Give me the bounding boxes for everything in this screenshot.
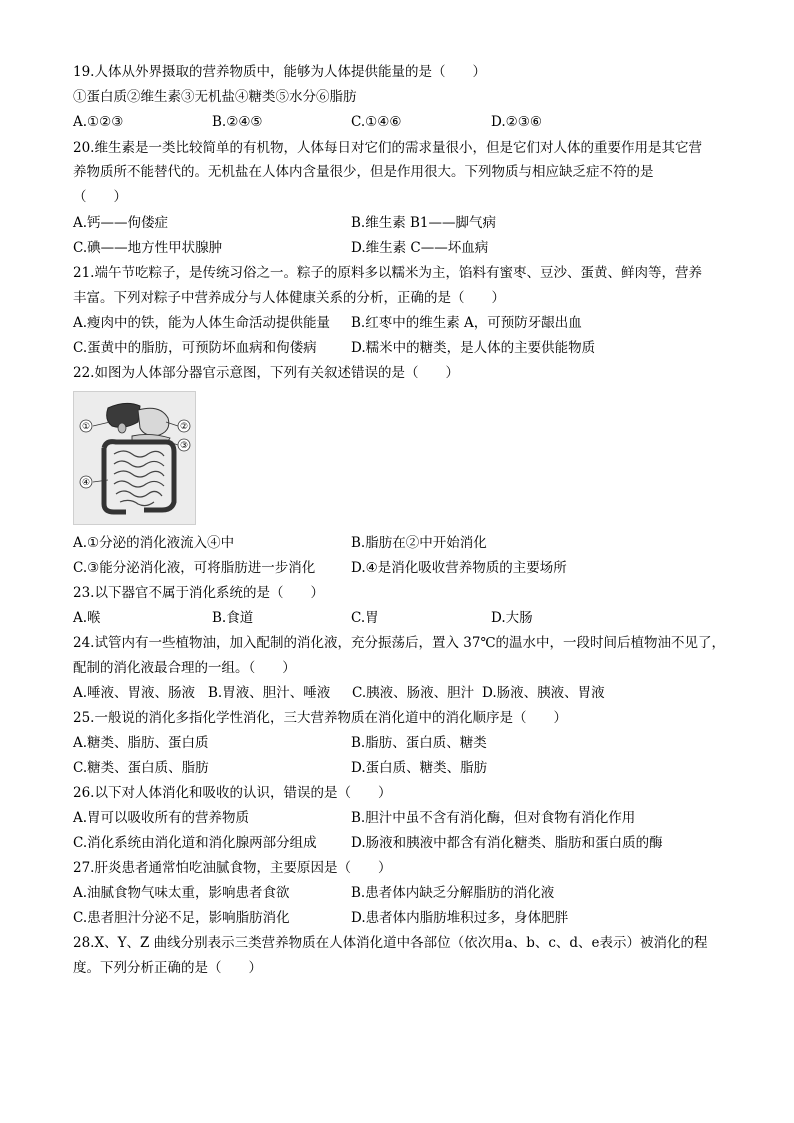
q27-option-c: C.患者胆汁分泌不足，影响脂肪消化 (73, 910, 290, 926)
q26-stem: 26.以下对人体消化和吸收的认识，错误的是（ ） (73, 785, 392, 801)
q24-stem-line1: 24.试管内有一些植物油，加入配制的消化液，充分振荡后，置入 37℃的温水中，一段时间后植物油不见了， (73, 635, 726, 651)
q20-option-a: A.钙——佝偻症 (73, 215, 169, 231)
q28-stem-line2: 度。下列分析正确的是（ ） (73, 960, 262, 976)
q22-option-d: D.④是消化吸收营养物质的主要场所 (351, 560, 567, 576)
q22-option-a: A.①分泌的消化液流入④中 (73, 535, 235, 551)
q21-stem-line2: 丰富。下列对粽子中营养成分与人体健康关系的分析，正确的是（ ） (73, 290, 505, 306)
q26-option-c: C.消化系统由消化道和消化腺两部分组成 (73, 835, 317, 851)
q20-option-c: C.碘——地方性甲状腺肿 (73, 240, 223, 256)
q24-option-d: D.肠液、胰液、胃液 (482, 685, 605, 701)
figure-label-2: ② (179, 422, 189, 432)
q27-option-b: B.患者体内缺乏分解脂肪的消化液 (351, 885, 555, 901)
q25-stem: 25.一般说的消化多指化学性消化，三大营养物质在消化道中的消化顺序是（ ） (73, 710, 567, 726)
q23-option-b: B.食道 (212, 610, 254, 626)
q23-option-c: C.胃 (351, 610, 379, 626)
q19-stem: 19.人体从外界摄取的营养物质中，能够为人体提供能量的是（ ） (73, 64, 486, 80)
q24-option-c: C.胰液、肠液、胆汁 (352, 685, 475, 701)
q20-option-d: D.维生素 C——坏血病 (351, 240, 489, 256)
q26-option-b: B.胆汁中虽不含有消化酶，但对食物有消化作用 (351, 810, 636, 826)
q20-stem-line1: 20.维生素是一类比较简单的有机物，人体每日对它们的需求量很小，但是它们对人体的重要作用是其它营 (73, 140, 702, 156)
q19-option-a: A.①②③ (73, 114, 124, 130)
q21-stem-line1: 21.端午节吃粽子，是传统习俗之一。粽子的原料多以糯米为主，馅料有蜜枣、豆沙、蛋黄、鲜肉等，营养 (73, 265, 702, 281)
q19-option-c: C.①④⑥ (351, 114, 402, 130)
q19-option-b: B.②④⑤ (212, 114, 263, 130)
q21-option-d: D.糯米中的糖类，是人体的主要供能物质 (351, 340, 596, 356)
q27-option-a: A.油腻食物气味太重，影响患者食欲 (73, 885, 290, 901)
q19-option-d: D.②③⑥ (491, 114, 542, 130)
q19-sub: ①蛋白质②维生素③无机盐④糖类⑤水分⑥脂肪 (73, 89, 357, 105)
q24-option-a: A.唾液、胃液、肠液 (73, 685, 196, 701)
q22-stem: 22.如图为人体部分器官示意图，下列有关叙述错误的是（ ） (73, 365, 459, 381)
q22-option-c: C.③能分泌消化液，可将脂肪进一步消化 (73, 560, 316, 576)
q23-option-a: A.喉 (73, 610, 101, 626)
q28-stem-line1: 28.X、Y、Z 曲线分别表示三类营养物质在人体消化道中各部位（依次用a、b、c、d、e表示）被消化的程 (73, 935, 708, 951)
q25-option-a: A.糖类、脂肪、蛋白质 (73, 735, 209, 751)
q27-stem: 27.肝炎患者通常怕吃油腻食物，主要原因是（ ） (73, 860, 392, 876)
q24-stem-line2: 配制的消化液最合理的一组。（ ） (73, 660, 296, 676)
q23-option-d: D.大肠 (491, 610, 533, 626)
q20-stem-line3: （ ） (73, 189, 127, 205)
q25-option-d: D.蛋白质、糖类、脂肪 (351, 760, 488, 776)
q20-stem-line2: 养物质所不能替代的。无机盐在人体内含量很少，但是作用很大。下列物质与相应缺乏症不符的是 (73, 164, 654, 180)
q23-stem: 23.以下器官不属于消化系统的是（ ） (73, 585, 324, 601)
q21-option-c: C.蛋黄中的脂肪，可预防坏血病和佝偻病 (73, 340, 317, 356)
digestive-organs-illustration (74, 392, 195, 524)
q24-option-b: B.胃液、胆汁、唾液 (208, 685, 331, 701)
q20-option-b: B.维生素 B1——脚气病 (351, 215, 497, 231)
figure-label-4: ④ (81, 478, 91, 488)
q26-option-d: D.肠液和胰液中都含有消化糖类、脂肪和蛋白质的酶 (351, 835, 663, 851)
q27-option-d: D.患者体内脂肪堆积过多，身体肥胖 (351, 910, 569, 926)
figure-label-1: ① (81, 422, 91, 432)
figure-label-3: ③ (179, 441, 189, 451)
digestive-organs-figure (73, 391, 196, 525)
q25-option-b: B.脂肪、蛋白质、糖类 (351, 735, 487, 751)
q21-option-a: A.瘦肉中的铁，能为人体生命活动提供能量 (73, 315, 331, 331)
q21-option-b: B.红枣中的维生素 A，可预防牙龈出血 (351, 315, 582, 331)
q25-option-c: C.糖类、蛋白质、脂肪 (73, 760, 209, 776)
q22-option-b: B.脂肪在②中开始消化 (351, 535, 487, 551)
q26-option-a: A.胃可以吸收所有的营养物质 (73, 810, 250, 826)
